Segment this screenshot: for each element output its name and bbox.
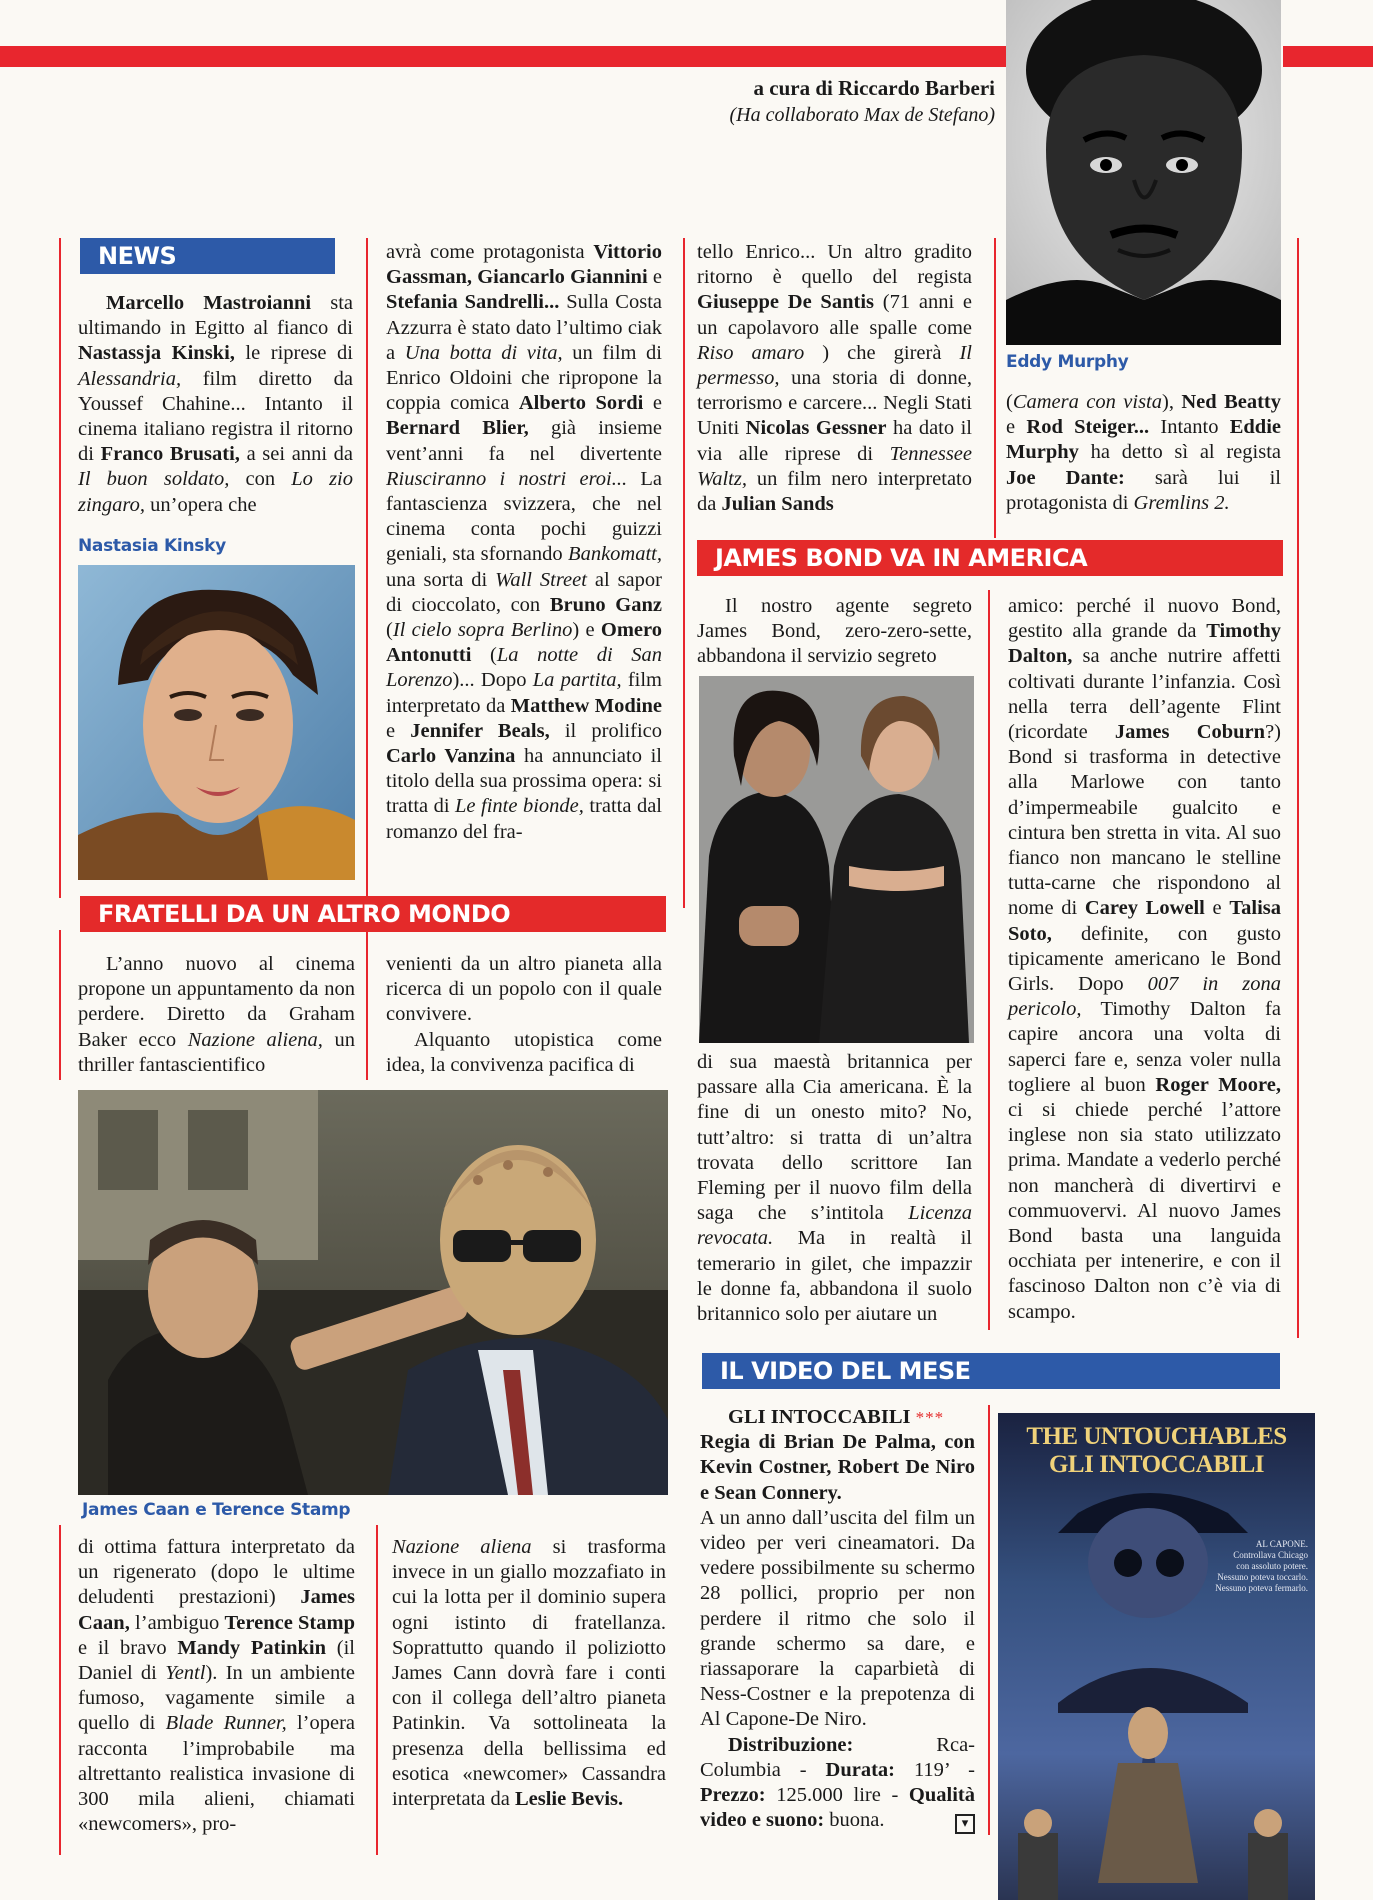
credits-contributor: (Ha collaborato Max de Stefano) (729, 104, 995, 126)
cover-tagline-4: Nessuno poteva toccarlo. (1217, 1572, 1308, 1582)
bond-column-2: amico: perché il nuovo Bond, gestito alla grande da Timothy Dalton, sa anche nutrire affetti coltivati durante l’infanzia. Così nella terra dell’agente Flint (ricordate James Coburn?) Bond si trasforma in detective alla Marlowe con tanto d’impermeabile gualcito e cintura ben stretta in vita. Al suo fianco non mancano le stelline tutta-carne che rispondono al nome di Carey Lowell e Talisa Soto, definite, con gusto tipicamente americano le Bond Girls. Dopo 007 in zona pericolo, Timothy Dalton fa capire ancora una volta di saperci fare e, senza voler nulla togliere al buon Roger Moore, ci si chiede perché l’attore inglese non sia stato utilizzato prima. Mandate a vederlo perché non mancherà di divertirvi e commuovervi. Al nuovo James Bond basta una languida occhiata per intenerire, e con il fascinoso Dalton non c’è via di scampo. (1008, 595, 1282, 1323)
cover-title-1: THE UNTOUCHABLES (1026, 1423, 1287, 1450)
cover-tagline (1203, 1539, 1308, 1594)
top-rule-right (1283, 46, 1373, 67)
news-heading: NEWS (80, 238, 335, 274)
rule-news-far (994, 238, 996, 538)
news-column-3: tello Enrico... Un altro gradito ritorno è quello del regista Giuseppe De Santis (71 anni e un capolavoro alle spalle come Riso amaro ) che girerà Il permesso, una storia di donne, terrorismo e carcere... Negli Stati Uniti Nicolas Gessner ha dato il via alle riprese di Tennessee Waltz, un film nero interpretato da Julian Sands (697, 241, 973, 516)
rule-right-edge (1297, 238, 1299, 1338)
rule-news-mid (366, 238, 368, 898)
alien-nation-photo (78, 1090, 668, 1495)
kinski-caption: Nastasia Kinsky (78, 536, 226, 556)
cover-tagline-3: con assoluto potere. (1236, 1561, 1308, 1571)
fratelli-column-3: di ottima fattura interpretato da un rigenerato (dopo le ultime deludenti prestazioni) James Caan, l’ambiguo Terence Stamp e il bravo Mandy Patinkin (il Daniel di Yentl). In un ambiente fumoso, vagamente simile a quello di Blade Runner, l’opera racconta l’improbabile ma altrettanto realistica invasione di 300 mila alieni, chiamati «newcomers», pro- (78, 1536, 355, 1836)
bond-column-1: Il nostro agente segreto James Bond, zero-zero-sette, abbandona il servizio segreto (697, 595, 972, 668)
eddy-murphy-photo (1006, 0, 1281, 345)
rule-bottom-left (59, 1525, 61, 1855)
rule-video-mid (988, 1405, 990, 1835)
cover-tagline-1: AL CAPONE. (1255, 1539, 1308, 1549)
video-rating: *** (915, 1408, 945, 1427)
rule-bottom-mid (376, 1525, 378, 1855)
top-rule-left (0, 46, 1008, 67)
fratelli-column-4: Nazione aliena si trasforma invece in un giallo mozzafiato in cui la lotta per il dominio supera ogni istinto di fratellanza. Soprattutto quando il poliziotto James Cann dovrà fare i conti con il collega dell’altro pianeta Patinkin. Va sottolineata la presenza della bellissima ed esotica «newcomer» Cassandra interpretata da Leslie Bevis. (392, 1536, 666, 1811)
rule-news-right (683, 238, 685, 908)
rule-fratelli-left (59, 930, 61, 1080)
rule-news-left (59, 238, 61, 898)
video-heading: IL VIDEO DEL MESE (702, 1353, 1280, 1389)
news-column-2: avrà come protagonista Vittorio Gassman, Giancarlo Giannini e Stefania Sandrelli... Sulla Costa Azzurra è stato dato l’ultimo ciak a Una botta di vita, un film di Enrico Oldoini che ripropone la coppia comica Alberto Sordi e Bernard Blier, già insieme vent’anni fa nel divertente Riusciranno i nostri eroi... La fantascienza svizzera, che nel cinema conta pochi guizzi geniali, sta sfornando Bankomatt, una sorta di Wall Street al sapor di cioccolato, con Bruno Ganz (Il cielo sopra Berlino) e Omero Antonutti (La notte di San Lorenzo)... Dopo La partita, film interpretato da Matthew Modine e Jennifer Beals, il prolifico Carlo Vanzina ha annunciato il titolo della sua prossima opera: si tratta di Le finte bionde, tratta dal romanzo del fra- (386, 241, 663, 843)
untouchables-cover (998, 1413, 1315, 1900)
credits-author: a cura di Riccardo Barberi (753, 76, 995, 100)
eddy-murphy-caption: Eddy Murphy (1006, 352, 1129, 372)
kinski-photo (78, 565, 355, 880)
cover-tagline-5: Nessuno poteva fermarlo. (1215, 1583, 1308, 1593)
video-film-title: GLI INTOCCABILI (728, 1406, 911, 1428)
fratelli-column-2: venienti da un altro pianeta alla ricerca di un popolo con il quale convivere. Alquanto utopistica come idea, la convivenza pacifica di (386, 953, 662, 1076)
news-column-1: Marcello Mastroianni sta ultimando in Egitto al fianco di Nastassja Kinski, le riprese di Alessandria, film diretto da Youssef Chahine... Intanto il cinema italiano registra il ritorno di Franco Brusati, a sei anni da Il buon soldato, con Lo zio zingaro, un’opera che (78, 292, 354, 516)
video-review: GLI INTOCCABILI *** Regia di Brian De Palma, con Kevin Costner, Robert De Niro e Sean Connery. A un anno dall’uscita del film un video per veri cineamatori. Da vedere possibilmente su schermo 28 pollici, proprio per non perdere il ritmo che solo il grande schermo sa dare, e riassaporare la caparbietà di Ness-Costner e la prepotenza di Al Capone-De Niro. Distribuzione: Rca-Columbia - Durata: 119’ - Prezzo: 125.000 lire - Qualità video e suono: buona. (700, 1406, 975, 1832)
bond-heading: JAMES BOND VA IN AMERICA (697, 540, 1283, 576)
fratelli-heading: FRATELLI DA UN ALTRO MONDO (80, 896, 666, 932)
rule-bond-mid (988, 590, 990, 1330)
cover-tagline-2: Controllava Chicago (1233, 1550, 1308, 1560)
bond-girls-photo (699, 676, 974, 1043)
end-mark-icon: ▾ (955, 1814, 975, 1834)
bond-column-1-cont: di sua maestà britannica per passare alla Cia americana. È la fine di un onesto mito? No, tutt’altro: si tratta di un’altra trovata dello scrittore Ian Fleming per il nuovo film della saga che s’intitola Licenza revocata. Ma in realtà il temerario in gilet, che impazzir le donne fa, abbandona il suolo britannico solo per aiutare un (697, 1051, 972, 1326)
fratelli-column-1: L’anno nuovo al cinema propone un appuntamento da non perdere. Diretto da Graham Baker ecco Nazione aliena, un thriller fantascientifico (78, 953, 355, 1076)
rule-fratelli-mid (366, 930, 368, 1080)
alien-nation-caption: James Caan e Terence Stamp (82, 1500, 351, 1520)
news-column-4: (Camera con vista), Ned Beatty e Rod Steiger... Intanto Eddie Murphy ha detto sì al regista Joe Dante: sarà lui il protagonista di Gremlins 2. (1006, 391, 1282, 514)
cover-title-2: GLI INTOCCABILI (1048, 1451, 1265, 1478)
